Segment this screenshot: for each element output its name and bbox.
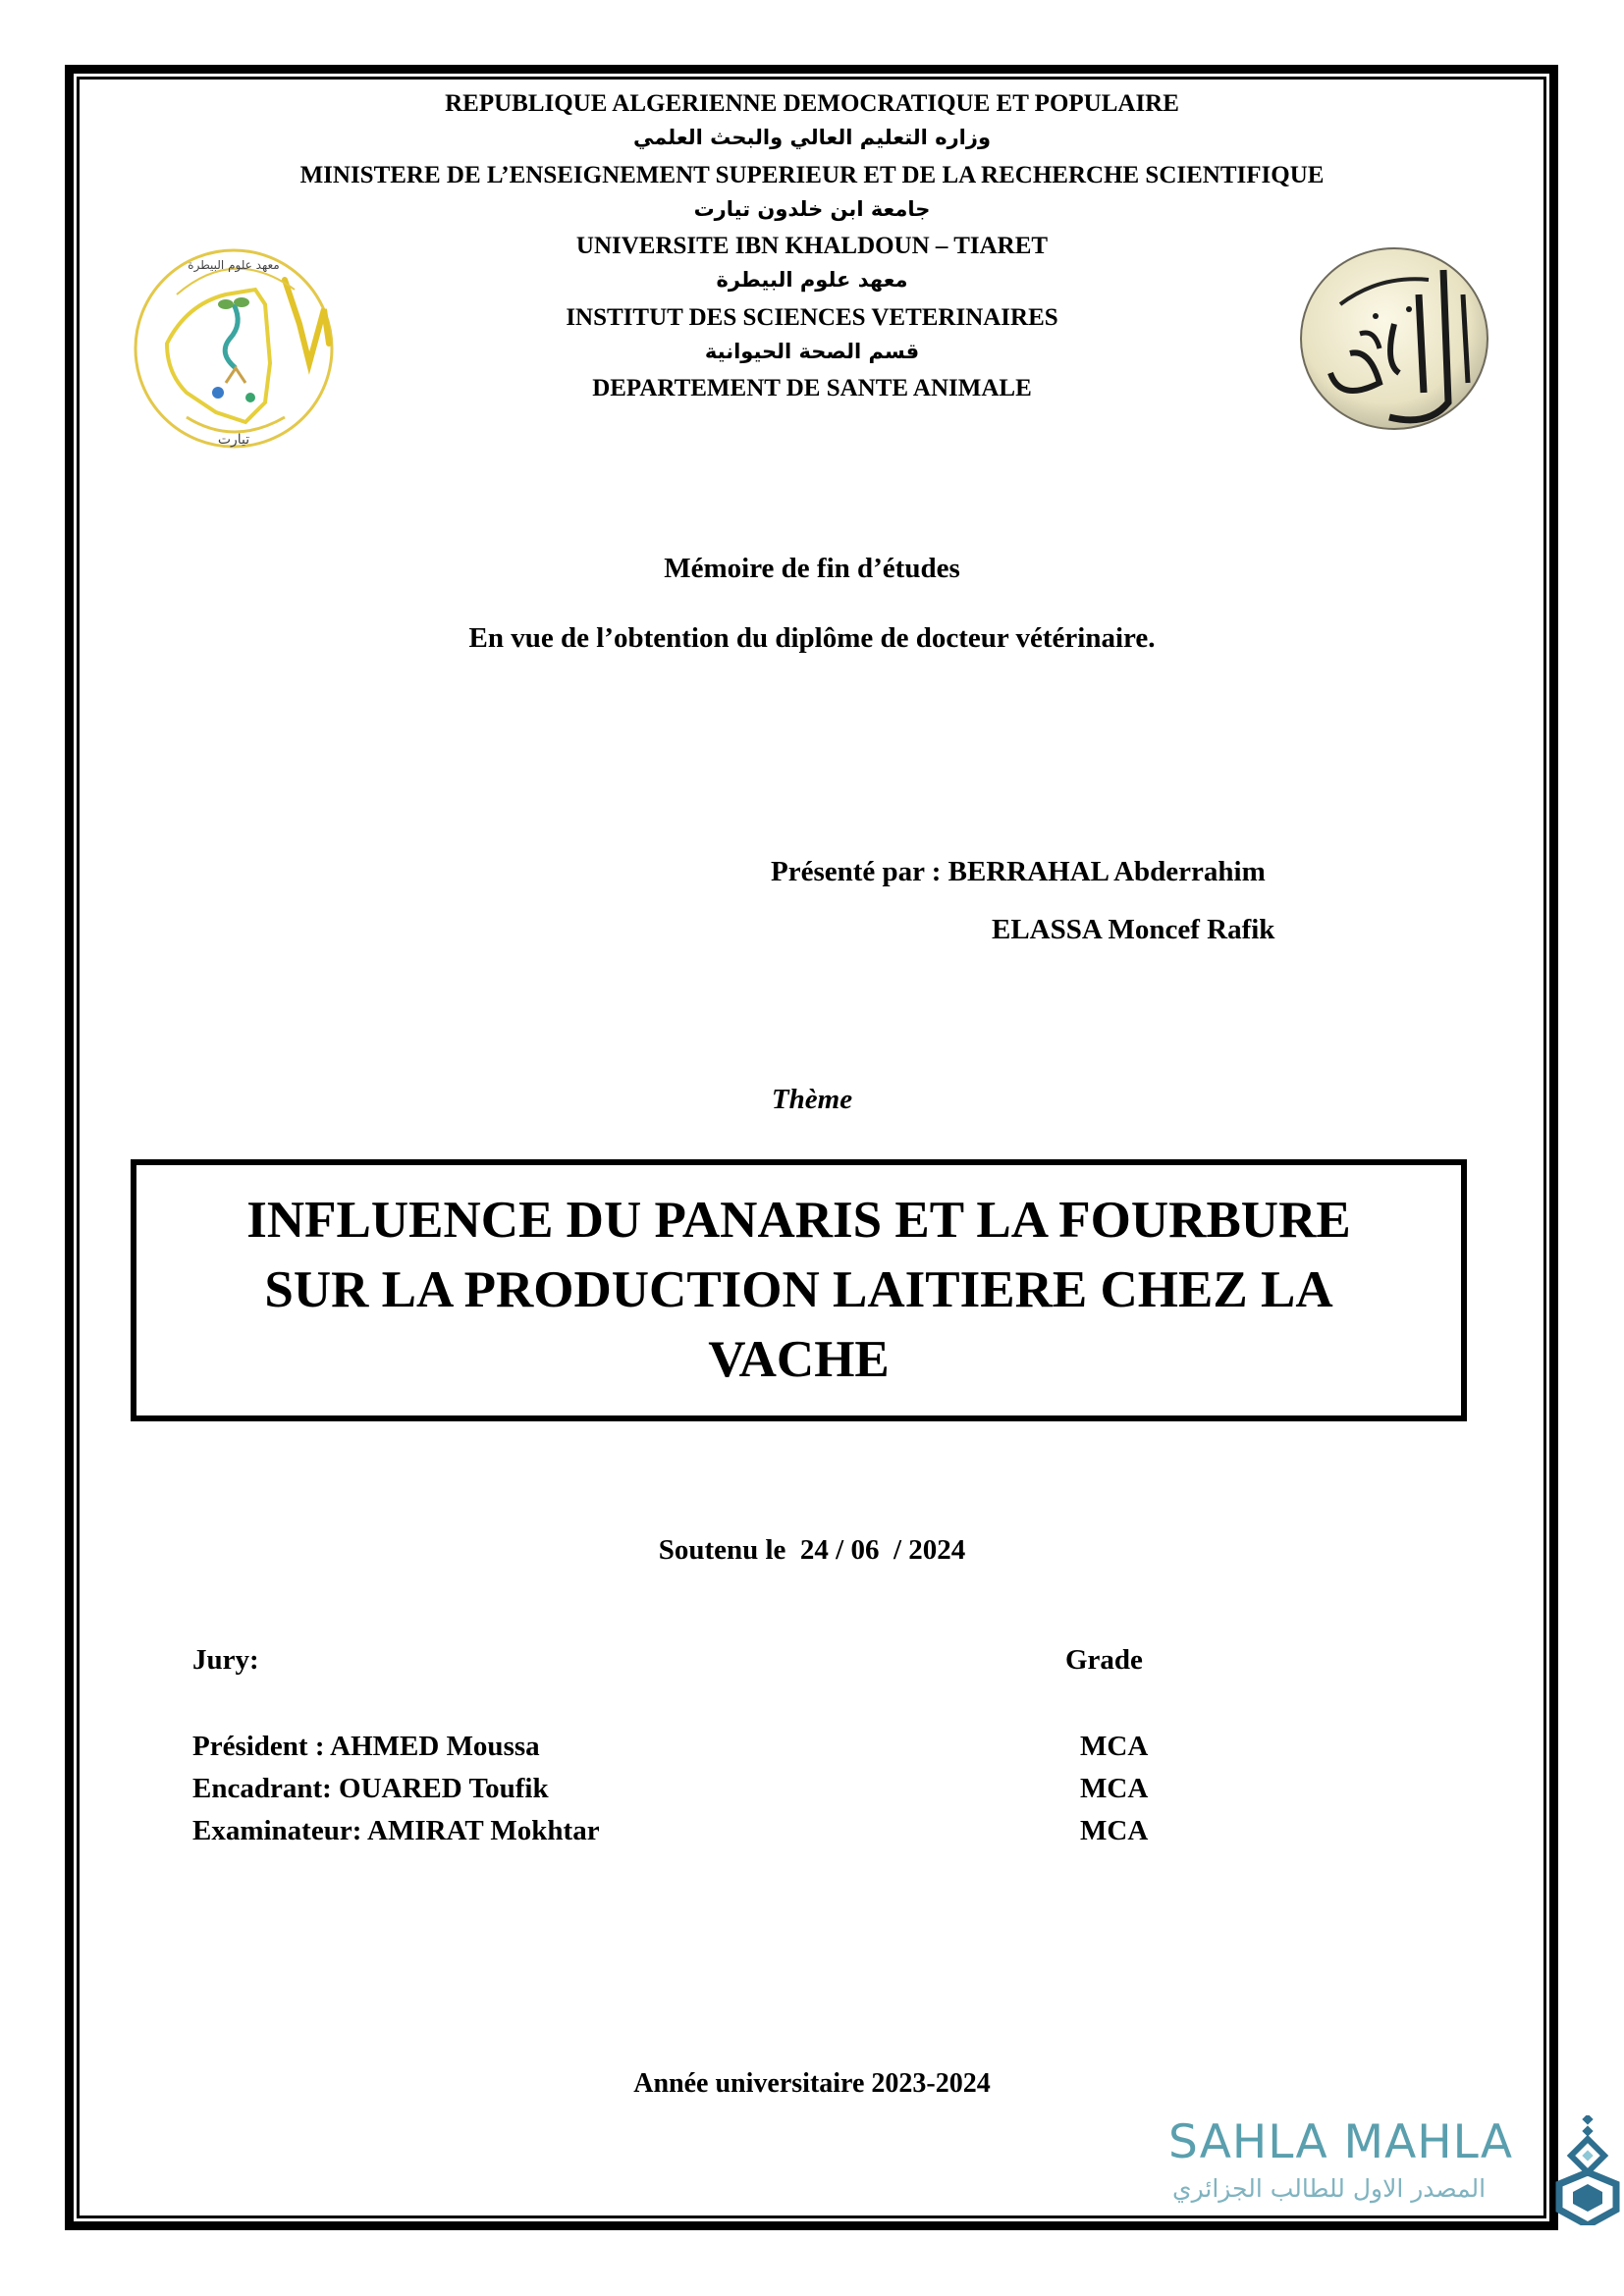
presenter-name: ELASSA Moncef Rafik [992,914,1275,945]
jury-role: Examinateur: [192,1815,362,1846]
republic-heading: REPUBLIQUE ALGERIENNE DEMOCRATIQUE ET POPULAIRE [445,90,1179,117]
thesis-title-line: SUR LA PRODUCTION LAITIERE CHEZ LA [264,1261,1333,1318]
sahla-mahla-watermark [1168,2115,1624,2223]
jury-member-row [192,1815,600,1847]
presenter-label: Présenté par : [771,856,942,887]
svg-text:معهد علوم البيطرة: معهد علوم البيطرة [188,258,280,272]
defense-date: 24 / 06 / 2024 [799,1534,966,1566]
institute-logo [128,236,353,461]
department-heading-ar: قسم الصحة الحيوانية [704,340,920,363]
thesis-title-line: INFLUENCE DU PANARIS ET LA FOURBURE [246,1192,1351,1249]
jury-name: AMIRAT Mokhtar [367,1815,600,1846]
jury-member-row [192,1773,549,1805]
university-seal-icon [1281,236,1507,442]
jury-role: Président : [192,1731,325,1762]
department-heading: DEPARTEMENT DE SANTE ANIMALE [592,375,1032,401]
jury-grade: MCA [1080,1773,1149,1804]
university-heading: UNIVERSITE IBN KHALDOUN – TIARET [575,233,1049,259]
jury-member-row [192,1731,540,1763]
university-seal [1281,236,1507,442]
jury-grade: MCA [1080,1815,1149,1846]
theme-label: Thème [771,1084,853,1115]
sahla-mahla-logo-icon [1553,2115,1624,2225]
jury-name: AHMED Moussa [330,1731,540,1762]
presenter-line-1 [771,856,1266,888]
watermark-tagline: المصدر الاول للطالب الجزائري [1172,2174,1487,2203]
jury-grade: MCA [1080,1731,1149,1762]
defense-date-line [0,1534,1624,1567]
institute-heading: INSTITUT DES SCIENCES VETERINAIRES [566,304,1058,331]
watermark-brand: SAHLA MAHLA [1168,2115,1514,2169]
university-heading-ar: جامعة ابن خلدون تيارت [693,197,931,221]
ministry-heading-ar: وزاره التعليم العالي والبحث العلمي [632,126,992,149]
thesis-title-box [131,1159,1467,1421]
institute-heading-ar: معهد علوم البيطرة [716,268,908,292]
presenter-line-2 [992,914,1274,946]
jury-role: Encadrant: [192,1773,332,1804]
svg-text:تيارت: تيارت [217,432,250,448]
ministry-heading: MINISTERE DE L’ENSEIGNEMENT SUPERIEUR ET DE LA RECHERCHE SCIENTIFIQUE [299,162,1325,188]
jury-label: Jury: [192,1644,259,1676]
academic-year: Année universitaire 2023-2024 [633,2068,991,2099]
presenter-name: BERRAHAL Abderrahim [947,856,1266,887]
jury-name: OUARED Toufik [339,1773,549,1804]
thesis-title-line: VACHE [708,1331,890,1388]
memoire-purpose: En vue de l’obtention du diplôme de docteur vétérinaire. [468,622,1156,654]
grade-label: Grade [1065,1644,1143,1676]
defense-label: Soutenu le [658,1534,786,1566]
memoire-type: Mémoire de fin d’études [664,553,960,584]
institute-emblem-icon [128,236,353,461]
